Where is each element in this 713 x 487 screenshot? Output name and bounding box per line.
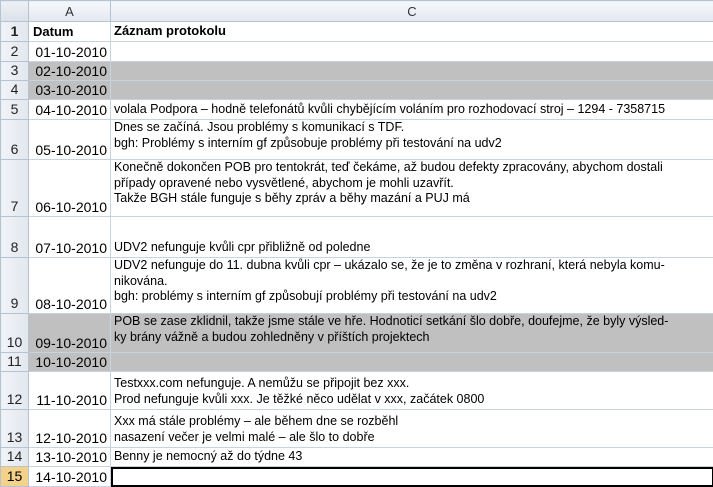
row-header-13[interactable]: 13 (1, 410, 29, 448)
note-line: nikována. (114, 273, 168, 288)
cell-c14-note[interactable] (111, 448, 713, 467)
sheet-row-4 (1, 81, 713, 100)
cell-c2-note[interactable] (111, 42, 713, 62)
cell-a9-date[interactable]: 08-10-2010 (29, 258, 111, 314)
row-header-6[interactable]: 6 (1, 120, 29, 160)
row-header-15-selected[interactable]: 15 (1, 467, 29, 487)
cell-a7-date[interactable]: 06-10-2010 (29, 160, 111, 217)
note-line: Dnes se začíná. Jsou problémy s komunikací s TDF. (114, 120, 405, 134)
cell-c3-note[interactable] (111, 62, 713, 81)
column-header-a[interactable]: A (29, 1, 111, 22)
cell-a2-date[interactable]: 01-10-2010 (29, 42, 111, 62)
cell-c11-note[interactable] (111, 353, 713, 372)
cell-c10-note[interactable] (111, 314, 713, 353)
cell-a1-datum-header[interactable]: Datum (29, 22, 111, 42)
sheet-row-6 (1, 120, 713, 160)
cell-a14-date[interactable]: 13-10-2010 (29, 448, 111, 467)
cell-c6-note[interactable] (111, 120, 713, 160)
sheet-row-13 (1, 410, 713, 448)
sheet-row-3 (1, 62, 713, 81)
note-line: Xxx má stále problémy – ale během dne se rozběhl (114, 414, 399, 428)
cell-a8-date[interactable]: 07-10-2010 (29, 217, 111, 258)
cell-c1-record-header[interactable]: Záznam protokolu (111, 22, 713, 42)
note-line: POB se zase zklidnil, takže jsme stále ve hře. Hodnoticí setkání šlo dobře, doufejme, že byly výsled- (114, 314, 669, 328)
cell-c12-note[interactable] (111, 372, 713, 410)
note-line: Prod nefunguje kvůli xxx. Je těžké něco udělat v xxx, začátek 0800 (114, 391, 485, 406)
sheet-row-12 (1, 372, 713, 410)
cell-a5-date[interactable]: 04-10-2010 (29, 100, 111, 120)
note-line: UDV2 nefunguje kvůli cpr přibližně od poledne (114, 239, 371, 254)
note-line: volala Podpora – hodně telefonátů kvůli chybějícím voláním pro rozhodovací stroj – 1294 - 7358715 (114, 101, 666, 116)
note-line: UDV2 nefunguje do 11. dubna kvůli cpr – ukázalo se, že je to změna v rozhraní, která nebyla komu- (114, 258, 665, 272)
cell-a13-date[interactable]: 12-10-2010 (29, 410, 111, 448)
row-header-1[interactable]: 1 (1, 22, 29, 42)
row-header-8[interactable]: 8 (1, 217, 29, 258)
cell-c5-note[interactable] (111, 100, 713, 120)
select-all-corner[interactable] (1, 1, 29, 22)
column-header-c[interactable]: C (111, 1, 713, 22)
note-line: bgh: problémy s interním gf způsobují problémy při testování na udv2 (114, 289, 497, 303)
cell-c7-note[interactable] (111, 160, 713, 217)
note-line: Testxxx.com nefunguje. A nemůžu se připojit bez xxx. (114, 376, 410, 390)
row-header-5[interactable]: 5 (1, 100, 29, 120)
row-header-11[interactable]: 11 (1, 353, 29, 372)
row-header-10[interactable]: 10 (1, 314, 29, 353)
cell-a15-date[interactable]: 14-10-2010 (29, 467, 111, 487)
cell-a12-date[interactable]: 11-10-2010 (29, 372, 111, 410)
sheet-row-2 (1, 42, 713, 62)
sheet-row-1 (1, 22, 713, 42)
row-header-2[interactable]: 2 (1, 42, 29, 62)
row-header-7[interactable]: 7 (1, 160, 29, 217)
sheet-row-5 (1, 100, 713, 120)
note-line: bgh: Problémy s interním gf způsobuje problémy při testování na udv2 (114, 135, 502, 150)
column-header-row (1, 1, 713, 22)
note-line: ky brány vážně a budou zohledněny v příštích projektech (114, 329, 430, 344)
cell-c4-note[interactable] (111, 81, 713, 100)
note-line: nasazení večer je velmi malé – ale šlo to dobře (114, 429, 375, 444)
sheet-row-10 (1, 314, 713, 353)
active-cell-c15[interactable] (111, 467, 713, 487)
cell-c13-note[interactable] (111, 410, 713, 448)
cell-c8-note[interactable] (111, 217, 713, 258)
row-header-14[interactable]: 14 (1, 448, 29, 467)
note-line: případy opravené nebo vysvětlené, abychom je mohli uzavřít. (114, 175, 454, 190)
cell-a10-date[interactable]: 09-10-2010 (29, 314, 111, 353)
sheet-row-8 (1, 217, 713, 258)
sheet-row-11 (1, 353, 713, 372)
cell-a4-date[interactable]: 03-10-2010 (29, 81, 111, 100)
note-line: Konečně dokončen POB pro tentokrát, teď čekáme, až budou defekty zpracovány, abychom dostali (114, 160, 663, 174)
row-header-12[interactable]: 12 (1, 372, 29, 410)
row-header-9[interactable]: 9 (1, 258, 29, 314)
row-header-4[interactable]: 4 (1, 81, 29, 100)
sheet-row-14 (1, 448, 713, 467)
sheet-row-9 (1, 258, 713, 314)
cell-a3-date[interactable]: 02-10-2010 (29, 62, 111, 81)
cell-a6-date[interactable]: 05-10-2010 (29, 120, 111, 160)
cell-c9-note[interactable] (111, 258, 713, 314)
cell-a11-date[interactable]: 10-10-2010 (29, 353, 111, 372)
sheet-row-7 (1, 160, 713, 217)
note-line: Benny je nemocný až do týdne 43 (114, 448, 303, 463)
sheet-row-15 (1, 467, 713, 487)
row-header-3[interactable]: 3 (1, 62, 29, 81)
note-line: Takže BGH stále funguje s běhy zpráv a běhy mazání a PUJ má (114, 191, 470, 205)
